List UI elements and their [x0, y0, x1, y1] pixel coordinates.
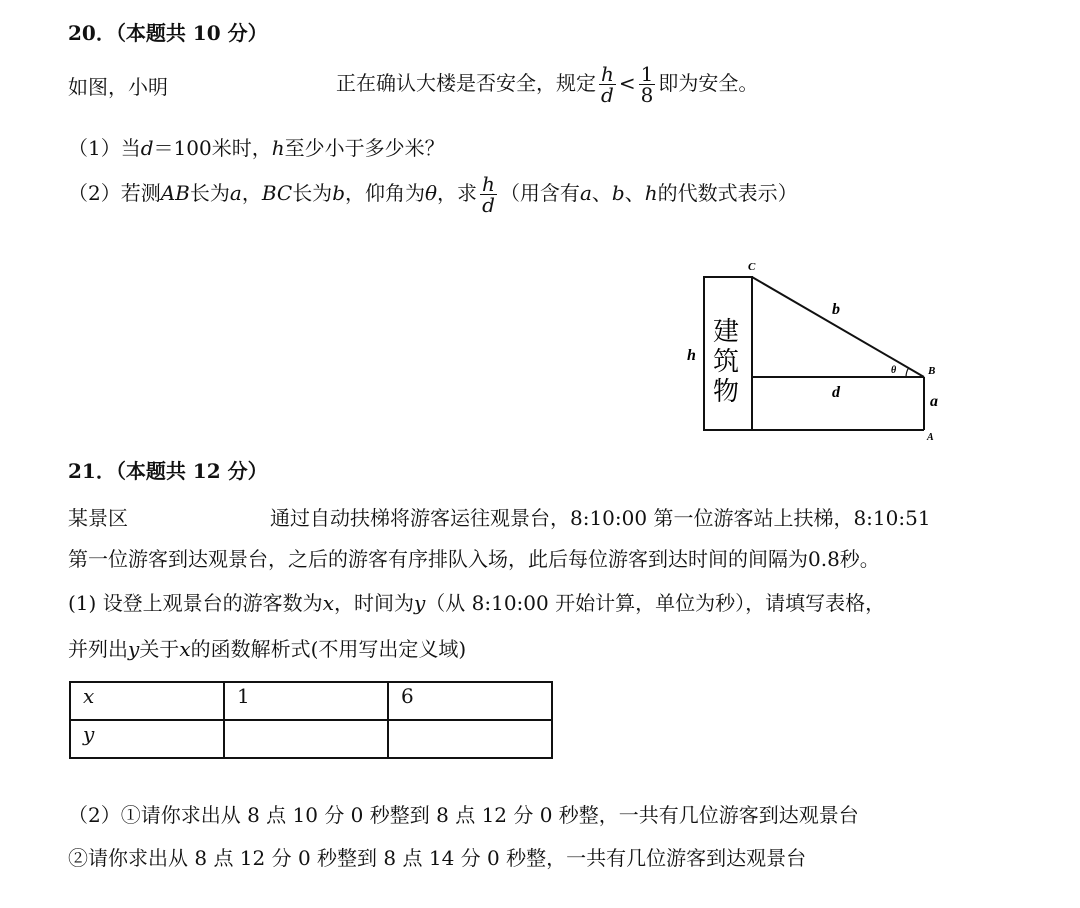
- label-h: h: [687, 347, 696, 364]
- text: 的代数式表示）: [657, 181, 798, 205]
- q21-line1a: 某景区: [68, 506, 128, 530]
- var-h: h: [271, 136, 285, 160]
- var-a: a: [579, 181, 592, 205]
- angle-arc: [906, 368, 909, 377]
- xy-table: [69, 681, 553, 759]
- text: (1) 设登上观景台的游客数为: [68, 591, 323, 615]
- table-cell: [224, 720, 388, 758]
- q21-part2b: ②请你求出从 8 点 12 分 0 秒整到 8 点 14 分 0 秒整，一共有几位游客到达观景台: [68, 846, 807, 870]
- q20-intro-c: 即为安全。: [658, 71, 759, 95]
- q20-frac-right: [639, 64, 656, 105]
- table-cell: 6: [388, 682, 552, 720]
- q20-part2: [68, 174, 798, 215]
- var-b: b: [332, 181, 345, 205]
- q20-p2-pre: （2）若测: [68, 181, 161, 205]
- q20-part1: [68, 135, 445, 161]
- text: ，时间为: [333, 591, 414, 615]
- label-a-point: A: [927, 432, 934, 443]
- text: ，求: [437, 181, 478, 205]
- var-b: b: [611, 181, 625, 205]
- q21-line1b: 通过自动扶梯将游客运往观景台，8:10:00 第一位游客站上扶梯，8:10:51: [270, 506, 931, 530]
- segment-cb: [752, 277, 924, 377]
- label-b-point: B: [928, 365, 936, 377]
- q20-intro: [336, 64, 758, 105]
- var-d: d: [140, 136, 154, 160]
- label-a: a: [930, 393, 938, 410]
- building-char-2: 筑: [713, 347, 740, 377]
- text: （从 8:10:00 开始计算，单位为秒），请填写表格，: [425, 591, 886, 615]
- frac-numerator: h: [482, 172, 495, 196]
- var-h: h: [644, 181, 658, 205]
- label-theta: θ: [891, 365, 897, 376]
- building-figure: [680, 255, 970, 450]
- var-y: y: [128, 637, 140, 661]
- q21-line3: [68, 590, 885, 616]
- q20-ineq-op: <: [618, 71, 636, 95]
- table-cell: 1: [224, 682, 388, 720]
- var-x: x: [322, 591, 334, 615]
- seg-bc: BC: [261, 181, 293, 205]
- var-a: a: [229, 181, 242, 205]
- table-cell: [388, 720, 552, 758]
- q20-p1-eq: ＝100米时，: [153, 136, 272, 160]
- q20-intro-b: 正在确认大楼是否安全，规定: [336, 71, 596, 95]
- q20-p2-frac: [480, 174, 497, 215]
- text: （用含有: [499, 181, 580, 205]
- text: 并列出: [68, 637, 128, 661]
- q21-part2a: （2）①请你求出从 8 点 10 分 0 秒整到 8 点 12 分 0 秒整，一共有几位游客到达观景台: [68, 803, 859, 827]
- var-theta: θ: [425, 181, 438, 205]
- label-b: b: [832, 301, 840, 318]
- text: 长为: [292, 181, 333, 205]
- text: ，仰角为: [345, 181, 425, 205]
- q20-p1-post: 至少小于多少米？: [284, 136, 445, 160]
- frac-denominator: 8: [640, 83, 654, 107]
- frac-numerator: h: [601, 62, 614, 86]
- frac-denominator: d: [601, 83, 614, 107]
- text: ，: [241, 181, 262, 205]
- text: 长为: [189, 181, 230, 205]
- q20-p1-pre: （1）当: [68, 136, 141, 160]
- text: 、: [591, 181, 612, 205]
- q20-intro-a: 如图，小明: [68, 75, 168, 99]
- table-row: [70, 720, 552, 758]
- q21-line4: [68, 636, 466, 662]
- frac-numerator: 1: [640, 62, 654, 86]
- text: 、: [624, 181, 645, 205]
- q21-header: 21．（本题共 12 分）: [68, 459, 268, 483]
- label-d: d: [832, 384, 840, 401]
- var-x: x: [179, 637, 191, 661]
- table-row: [70, 682, 552, 720]
- label-c: C: [748, 261, 756, 273]
- building-char-3: 物: [713, 377, 740, 407]
- q21-line2: 第一位游客到达观景台，之后的游客有序排队入场，此后每位游客到达时间的间隔为0.8秒。: [68, 547, 880, 571]
- var-y: y: [413, 591, 426, 615]
- text: 关于: [139, 637, 180, 661]
- frac-denominator: d: [482, 193, 495, 217]
- seg-ab: AB: [160, 181, 190, 205]
- table-cell: y: [70, 720, 224, 758]
- q20-header: 20．（本题共 10 分）: [68, 21, 268, 45]
- table-cell: x: [70, 682, 224, 720]
- text: 的函数解析式(不用写出定义域): [190, 637, 467, 661]
- q20-frac-left: [599, 64, 616, 105]
- building-char-1: 建: [713, 317, 740, 347]
